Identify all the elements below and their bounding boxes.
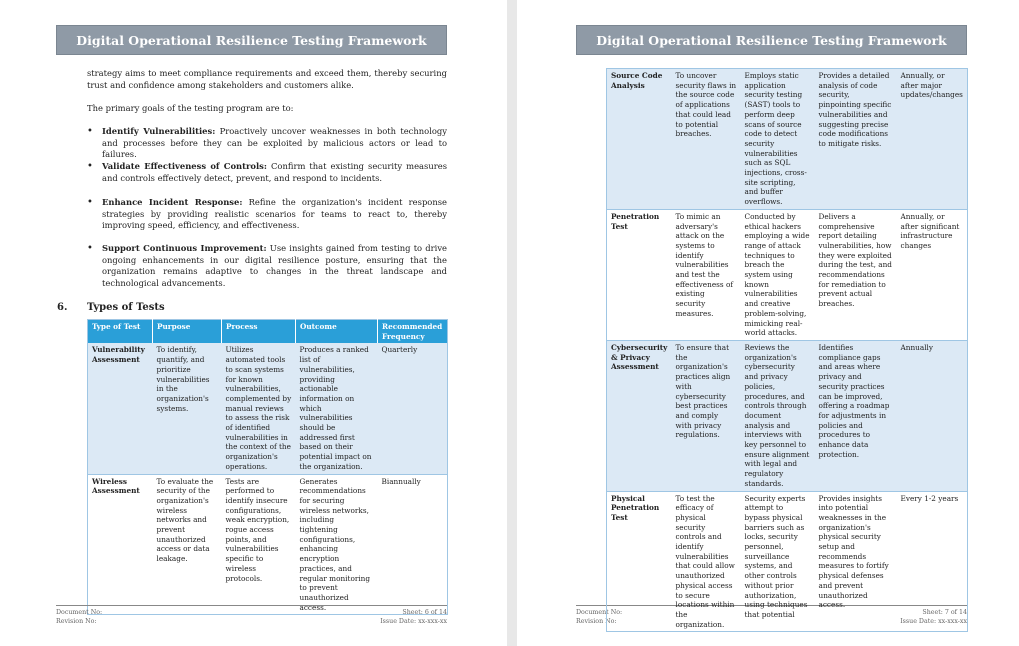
test-frequency: Biannually: [378, 474, 448, 615]
bullet-text: Refine the organization's incident response strategies by providing realistic scenarios for teams to react to, thereby improving speed, efficiency, and effectiveness.: [102, 197, 447, 230]
table-row: [607, 340, 968, 491]
test-process: Tests are performed to identify insecure configurations, weak encryption, rogue access points, and vulnerabilities specific to wireless protocols.: [222, 474, 296, 615]
test-purpose: To identify, quantify, and prioritize vulnerabilities in the organization's systems.: [153, 343, 222, 474]
issue-date: Issue Date: xx-xxx-xx: [900, 618, 967, 625]
test-outcome: Provides insights into potential weaknesses in the organization's physical security setup and recommends measures to fortify physical defenses and prevent unauthorized access.: [815, 491, 897, 632]
test-frequency: Quarterly: [378, 343, 448, 474]
bullet-icon: •: [87, 126, 93, 137]
test-outcome: Delivers a comprehensive report detailing vulnerabilities, how they were exploited during the test, and recommendations for remediation to prevent actual breaches.: [815, 209, 897, 340]
test-type: Wireless Assessment: [88, 474, 153, 615]
test-frequency: Annually, or after major updates/changes: [897, 69, 968, 210]
bullet-title: Enhance Incident Response:: [102, 197, 243, 207]
bullet-title: Identify Vulnerabilities:: [102, 126, 216, 136]
test-process: Utilizes automated tools to scan systems for known vulnerabilities, complemented by manual reviews to assess the risk of identified vulnerabilities in the context of the organization's operations.: [222, 343, 296, 474]
bullet-item: [87, 197, 447, 232]
test-type: Vulnerability Assessment: [88, 343, 153, 474]
sheet-number: Sheet: 6 of 14: [402, 609, 447, 616]
goals-intro-text: The primary goals of the testing program are to:: [87, 103, 294, 113]
page-header-title: Digital Operational Resilience Testing Framework: [576, 25, 967, 55]
table-row: [88, 343, 448, 474]
page-header-title: Digital Operational Resilience Testing Framework: [56, 25, 447, 55]
document-number-label: Document No:: [576, 609, 623, 616]
column-header: Recommended Frequency: [378, 320, 448, 344]
column-header: Type of Test: [88, 320, 153, 344]
page-left: [0, 0, 507, 646]
issue-date: Issue Date: xx-xxx-xx: [380, 618, 447, 625]
test-purpose: To ensure that the organization's practices align with cybersecurity best practices and comply with privacy regulations.: [672, 340, 741, 491]
table-row: [607, 209, 968, 340]
tests-table-continued: [606, 68, 968, 632]
goals-intro: [87, 103, 447, 115]
bullet-text: Proactively uncover weaknesses in both technology and processes before they can be exploited by malicious actors or lead to failures.: [102, 126, 448, 159]
bullet-item: [87, 243, 447, 289]
test-process: Reviews the organization's cybersecurity and privacy policies, procedures, and controls through document analysis and interviews with key personnel to ensure alignment with legal and regulatory standards.: [741, 340, 815, 491]
document-number-label: Document No:: [56, 609, 103, 616]
bullet-text: Confirm that existing security measures and controls effectively detect, prevent, and respond to incidents.: [102, 161, 447, 183]
bullet-icon: •: [87, 197, 93, 208]
intro-paragraph: [87, 68, 447, 91]
test-outcome: Produces a ranked list of vulnerabilities, providing actionable information on which vulnerabilities should be addressed first based on their potential impact on the organization.: [296, 343, 378, 474]
intro-text: strategy aims to meet compliance requirements and exceed them, thereby securing trust and confidence among stakeholders and customers alike.: [87, 68, 447, 90]
bullet-item: [87, 126, 447, 161]
column-header: Outcome: [296, 320, 378, 344]
test-type: Penetration Test: [607, 209, 672, 340]
bullet-item: [87, 161, 447, 184]
bullet-title: Validate Effectiveness of Controls:: [102, 161, 267, 171]
sheet-number: Sheet: 7 of 14: [922, 609, 967, 616]
test-type: Physical Penetration Test: [607, 491, 672, 632]
test-process: Employs static application security testing (SAST) tools to perform deep scans of source code to detect security vulnerabilities such as SQL injections, cross-site scripting, and buffer overflows.: [741, 69, 815, 210]
test-purpose: To uncover security flaws in the source code of applications that could lead to potential breaches.: [672, 69, 741, 210]
revision-number-label: Revision No:: [56, 618, 97, 625]
page-footer: [56, 605, 447, 628]
test-outcome: Generates recommendations for securing wireless networks, including tightening configurations, enhancing encryption practices, and regular monitoring to prevent unauthorized access.: [296, 474, 378, 615]
test-process: Conducted by ethical hackers employing a wide range of attack techniques to breach the system using known vulnerabilities and creative problem-solving, mimicking real-world attacks.: [741, 209, 815, 340]
test-purpose: To mimic an adversary's attack on the systems to identify vulnerabilities and test the effectiveness of existing security measures.: [672, 209, 741, 340]
test-purpose: To test the efficacy of physical security controls and identify vulnerabilities that could allow unauthorized physical access to secure locations within the organization.: [672, 491, 741, 632]
test-type: Cybersecurity & Privacy Assessment: [607, 340, 672, 491]
test-type: Source Code Analysis: [607, 69, 672, 210]
test-outcome: Identifies compliance gaps and areas where privacy and security practices can be improved, offering a roadmap for adjustments in policies and procedures to enhance data protection.: [815, 340, 897, 491]
table-header-row: [88, 320, 448, 344]
test-purpose: To evaluate the security of the organization's wireless networks and prevent unauthorized access or data leakage.: [153, 474, 222, 615]
tests-table: [87, 319, 448, 615]
column-header: Purpose: [153, 320, 222, 344]
bullet-title: Support Continuous Improvement:: [102, 243, 267, 253]
test-outcome: Provides a detailed analysis of code security, pinpointing specific vulnerabilities and suggesting precise code modifications to mitigate risks.: [815, 69, 897, 210]
section-number: 6.: [57, 302, 68, 313]
column-header: Process: [222, 320, 296, 344]
table-row: [88, 474, 448, 615]
section-title: Types of Tests: [87, 302, 165, 313]
test-process: Security experts attempt to bypass physical barriers such as locks, security personnel, surveillance systems, and other controls without prior authorization, using techniques that potential: [741, 491, 815, 632]
test-frequency: Annually, or after significant infrastructure changes: [897, 209, 968, 340]
bullet-icon: •: [87, 161, 93, 172]
bullet-text: Use insights gained from testing to drive ongoing enhancements in our digital resilience posture, ensuring that the organization remains adaptive to changes in the threat landscape and technological advancements.: [102, 243, 448, 288]
revision-number-label: Revision No:: [576, 618, 617, 625]
table-row: [607, 69, 968, 210]
test-frequency: Annually: [897, 340, 968, 491]
test-frequency: Every 1-2 years: [897, 491, 968, 632]
table-row: [607, 491, 968, 632]
bullet-icon: •: [87, 243, 93, 254]
